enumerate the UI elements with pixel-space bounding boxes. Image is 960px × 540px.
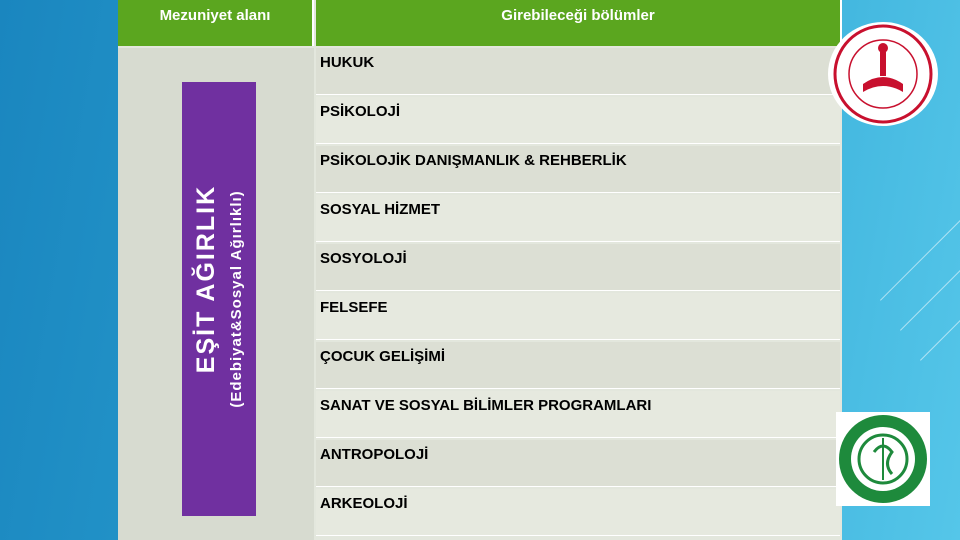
department-row: SOSYOLOJİ [316,244,840,291]
category-label [182,82,256,516]
department-row: PSİKOLOJİ [316,97,840,144]
category-subtitle: (Edebiyat&Sosyal Ağırlıklı) [228,190,245,408]
department-row: FELSEFE [316,293,840,340]
category-title: EŞİT AĞIRLIK [192,184,220,374]
department-row: ARKEOLOJİ [316,489,840,536]
department-row: ANTROPOLOJİ [316,440,840,487]
department-row: PSİKOLOJİK DANIŞMANLIK & REHBERLİK [316,146,840,193]
department-list [316,48,840,538]
department-row: SOSYAL HİZMET [316,195,840,242]
rehberlik-center-logo-icon [836,412,930,506]
category-band [182,82,256,516]
header-girebilecegi-bolumler: Girebileceği bölümler [316,0,842,46]
meb-logo-icon [828,22,938,126]
department-row: SANAT VE SOSYAL BİLİMLER PROGRAMLARI [316,391,840,438]
header-mezuniyet-alani: Mezuniyet alanı [118,0,314,46]
department-row: ÇOCUK GELİŞİMİ [316,342,840,389]
department-row: HUKUK [316,48,840,95]
